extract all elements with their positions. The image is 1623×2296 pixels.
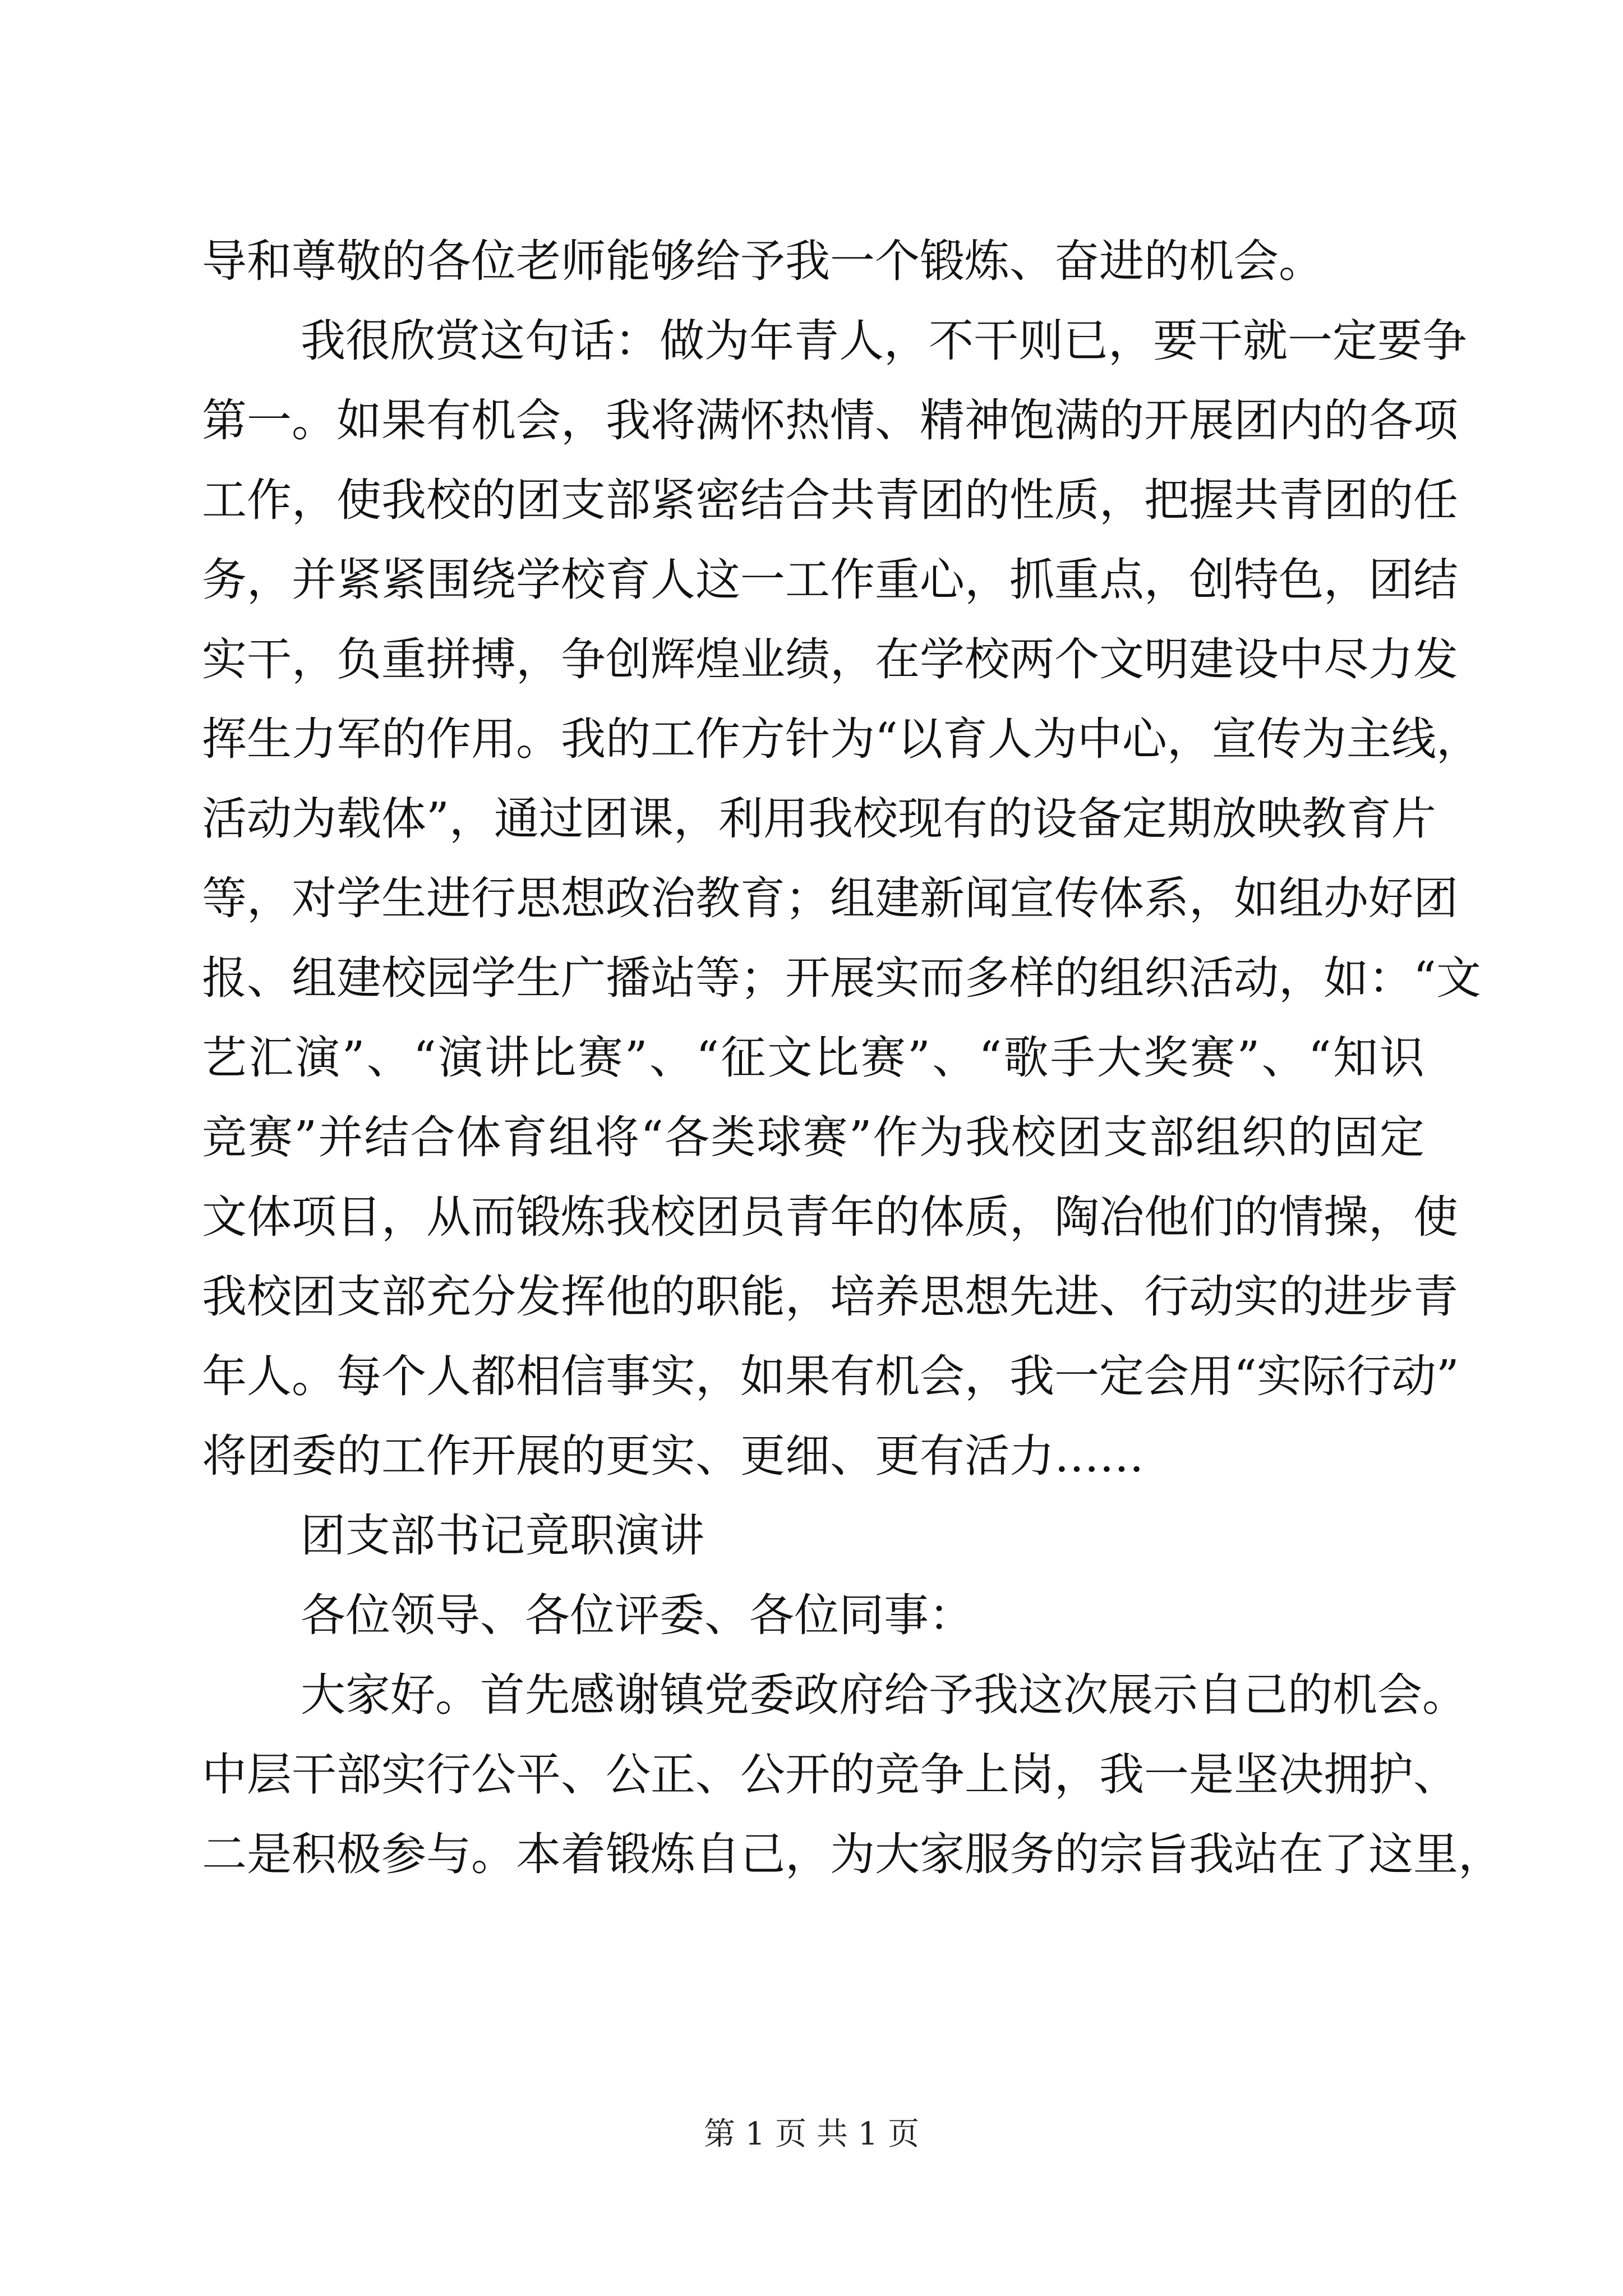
text-line: 我校团支部充分发挥他的职能，培养思想先进、行动实的进步青 xyxy=(202,1271,1458,1323)
text-line: 工作，使我校的团支部紧密结合共青团的性质，把握共青团的任 xyxy=(202,474,1458,526)
text-line: 报、组建校园学生广播站等；开展实而多样的组织活动，如：“文 xyxy=(202,952,1481,1004)
text-line: 实干，负重拼搏，争创辉煌业绩，在学校两个文明建设中尽力发 xyxy=(202,633,1458,685)
text-line: 挥生力军的作用。我的工作方针为“以育人为中心，宣传为主线， xyxy=(202,713,1481,765)
text-line: 年人。每个人都相信事实，如果有机会，我一定会用“实际行动” xyxy=(202,1350,1459,1402)
text-line: 将团委的工作开展的更实、更细、更有活力…… xyxy=(202,1430,1144,1482)
text-line: 团支部书记竟职演讲 xyxy=(301,1510,704,1562)
text-line: 各位领导、各位评委、各位同事： xyxy=(301,1589,974,1641)
page-footer: 第 1 页 共 1 页 xyxy=(703,2116,920,2152)
text-line: 等，对学生进行思想政治教育；组建新闻宣传体系，如组办好团 xyxy=(202,872,1458,924)
text-line: 大家好。首先感谢镇党委政府给予我这次展示自己的机会。 xyxy=(301,1669,1467,1721)
text-line: 我很欣赏这句话：做为年青人，不干则已，要干就一定要争 xyxy=(301,315,1467,367)
text-line: 竞赛”并结合体育组将“各类球赛”作为我校团支部组织的固定 xyxy=(202,1111,1424,1163)
text-line: 二是积极参与。本着锻炼自己，为大家服务的宗旨我站在了这里， xyxy=(202,1828,1503,1880)
text-line: 艺汇演”、“演讲比赛”、“征文比赛”、“歌手大奖赛”、“知识 xyxy=(202,1032,1424,1084)
text-line: 第一。如果有机会，我将满怀热情、精神饱满的开展团内的各项 xyxy=(202,394,1458,447)
text-line: 文体项目，从而锻炼我校团员青年的体质，陶冶他们的情操，使 xyxy=(202,1191,1458,1243)
body-text xyxy=(202,222,1503,1894)
text-line: 中层干部实行公平、公正、公开的竞争上岗，我一是坚决拥护、 xyxy=(202,1749,1458,1801)
text-line: 活动为载体”，通过团课，利用我校现有的设备定期放映教育片 xyxy=(202,793,1436,845)
text-line: 导和尊敬的各位老师能够给予我一个锻炼、奋进的机会。 xyxy=(202,235,1324,287)
text-line: 务，并紧紧围绕学校育人这一工作重心，抓重点，创特色，团结 xyxy=(202,554,1458,606)
